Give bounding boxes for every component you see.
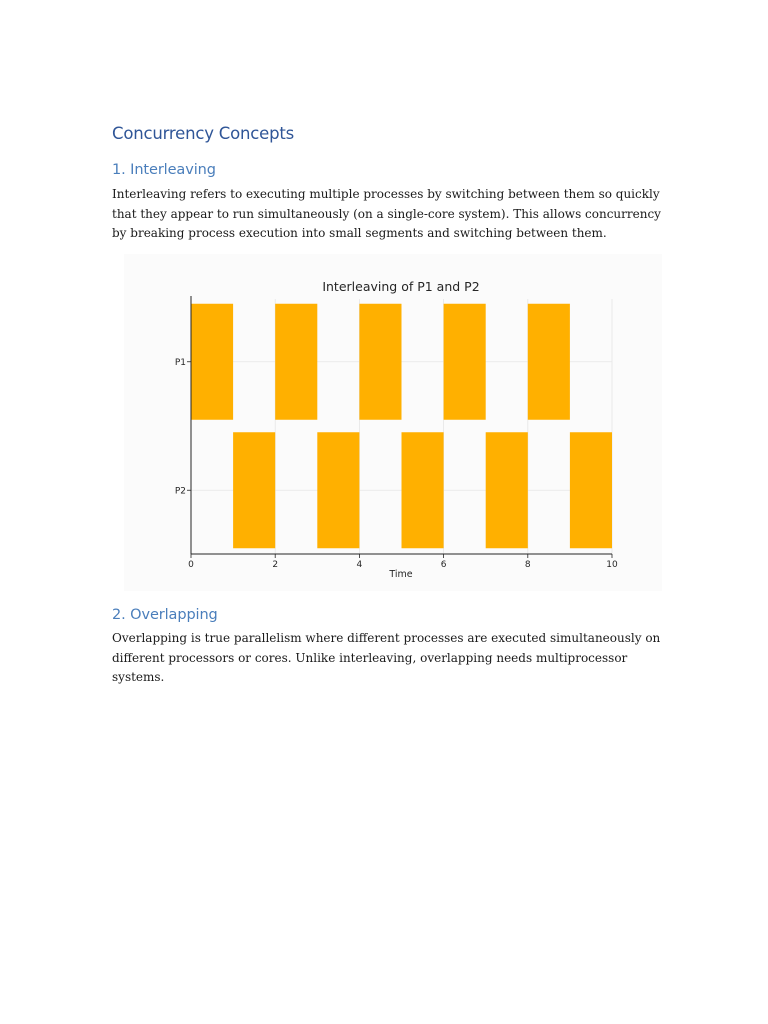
paragraph-line: that they appear to run simultaneously (on a single-core system). This allows concurrency [112,206,661,221]
timeline-bar-p2 [317,432,359,548]
y-tick-label: P2 [174,486,186,497]
paragraph-line: Overlapping is true parallelism where different processes are executed simultaneously on [112,631,661,645]
paragraph-line: different processors or cores. Unlike interleaving, overlapping needs multiprocessor [112,650,628,665]
timeline-bar-p2 [402,432,444,548]
chart-bars [191,304,612,549]
x-axis-label: Time [389,569,413,580]
timeline-bar-p1 [359,304,401,420]
x-tick-label: 6 [440,560,447,570]
timeline-bar-p1 [191,304,233,420]
timeline-bar-p2 [486,432,528,548]
paragraph-line: by breaking process execution into small segments and switching between them. [112,226,607,240]
overlapping-paragraph [112,629,661,688]
x-tick-label: 0 [188,560,194,570]
section-heading-overlapping: 2. Overlapping [112,607,218,623]
section-heading-interleaving: 1. Interleaving [112,162,216,178]
document-title: Concurrency Concepts [112,124,295,143]
timeline-bar-p1 [275,304,317,420]
timeline-bar-p2 [233,432,275,548]
timeline-bar-p1 [528,304,570,420]
interleaving-paragraph [112,185,661,244]
x-tick-label: 10 [606,560,618,570]
x-tick-label: 8 [524,560,531,570]
timeline-bar-p2 [570,432,612,548]
timeline-bar-p1 [444,304,486,420]
x-tick-label: 2 [272,560,279,570]
interleaving-chart [124,254,662,591]
chart-title: Interleaving of P1 and P2 [322,279,480,294]
y-tick-label: P1 [174,357,186,368]
paragraph-line: systems. [112,670,165,684]
interleaving-chart-svg [124,254,662,591]
x-tick-label: 4 [356,560,363,570]
paragraph-line: Interleaving refers to executing multiple processes by switching between them so quickly [112,187,660,201]
